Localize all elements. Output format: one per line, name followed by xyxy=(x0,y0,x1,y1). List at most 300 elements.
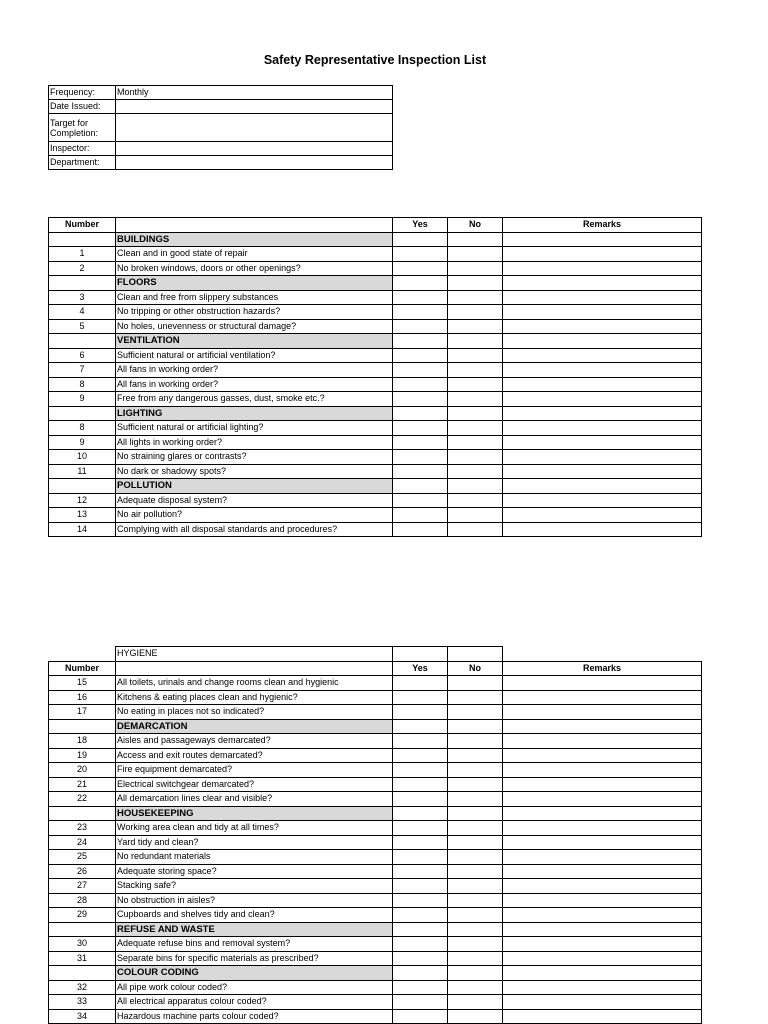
section-no-cell xyxy=(448,922,503,937)
no-cell[interactable] xyxy=(448,435,503,450)
remarks-cell[interactable] xyxy=(503,864,702,879)
yes-cell[interactable] xyxy=(393,690,448,705)
item-description: All fans in working order? xyxy=(116,363,393,378)
item-number: 21 xyxy=(49,777,116,792)
checklist-row xyxy=(49,748,702,763)
yes-cell[interactable] xyxy=(393,850,448,865)
item-number: 15 xyxy=(49,676,116,691)
item-description: All electrical apparatus colour coded? xyxy=(116,995,393,1010)
checklist-row xyxy=(49,305,702,320)
item-number: 31 xyxy=(49,951,116,966)
remarks-cell[interactable] xyxy=(503,951,702,966)
yes-cell[interactable] xyxy=(393,792,448,807)
info-row-department xyxy=(49,156,393,170)
yes-cell[interactable] xyxy=(393,392,448,407)
section-yes-cell xyxy=(393,806,448,821)
item-description: No redundant materials xyxy=(116,850,393,865)
date-issued-label: Date Issued: xyxy=(49,100,116,114)
section-number-cell xyxy=(49,479,116,494)
yes-cell[interactable] xyxy=(393,995,448,1010)
item-number: 22 xyxy=(49,792,116,807)
no-cell[interactable] xyxy=(448,676,503,691)
remarks-cell[interactable] xyxy=(503,450,702,465)
table-header-row xyxy=(49,661,702,676)
item-number: 10 xyxy=(49,450,116,465)
no-cell[interactable] xyxy=(448,493,503,508)
yes-header: Yes xyxy=(393,218,448,233)
item-number: 8 xyxy=(49,377,116,392)
date-issued-value[interactable] xyxy=(116,100,393,114)
section-remarks-cell xyxy=(503,479,702,494)
remarks-cell[interactable] xyxy=(503,893,702,908)
checklist-row xyxy=(49,247,702,262)
yes-cell[interactable] xyxy=(393,705,448,720)
info-row-frequency xyxy=(49,86,393,100)
item-description: Electrical switchgear demarcated? xyxy=(116,777,393,792)
checklist-row xyxy=(49,690,702,705)
target-value[interactable] xyxy=(116,114,393,142)
section-yes-cell xyxy=(393,922,448,937)
item-description: Cupboards and shelves tidy and clean? xyxy=(116,908,393,923)
yes-cell[interactable] xyxy=(393,493,448,508)
item-description: All lights in working order? xyxy=(116,435,393,450)
item-description: No broken windows, doors or other openings? xyxy=(116,261,393,276)
yes-cell[interactable] xyxy=(393,908,448,923)
no-cell[interactable] xyxy=(448,908,503,923)
section-remarks-cell xyxy=(503,806,702,821)
checklist-row xyxy=(49,290,702,305)
section-yes-cell xyxy=(393,719,448,734)
no-cell[interactable] xyxy=(448,705,503,720)
hygiene-row xyxy=(49,647,702,662)
section-heading: POLLUTION xyxy=(116,479,393,494)
no-cell[interactable] xyxy=(448,777,503,792)
remarks-cell[interactable] xyxy=(503,908,702,923)
section-no-cell xyxy=(448,719,503,734)
section-number-cell xyxy=(49,406,116,421)
checklist-row xyxy=(49,908,702,923)
remarks-cell[interactable] xyxy=(503,705,702,720)
hygiene-spacer xyxy=(49,647,116,662)
no-cell[interactable] xyxy=(448,734,503,749)
info-table xyxy=(48,85,393,170)
section-heading: HOUSEKEEPING xyxy=(116,806,393,821)
checklist-row xyxy=(49,705,702,720)
no-cell[interactable] xyxy=(448,421,503,436)
frequency-label: Frequency: xyxy=(49,86,116,100)
item-number: 18 xyxy=(49,734,116,749)
checklist-row xyxy=(49,1009,702,1024)
checklist-row xyxy=(49,464,702,479)
section-remarks-cell xyxy=(503,232,702,247)
item-number: 32 xyxy=(49,980,116,995)
item-description: Adequate storing space? xyxy=(116,864,393,879)
checklist-row xyxy=(49,893,702,908)
remarks-cell[interactable] xyxy=(503,522,702,537)
remarks-cell[interactable] xyxy=(503,777,702,792)
remarks-cell[interactable] xyxy=(503,493,702,508)
remarks-cell[interactable] xyxy=(503,508,702,523)
checklist-row xyxy=(49,980,702,995)
checklist-row xyxy=(49,450,702,465)
yes-cell[interactable] xyxy=(393,247,448,262)
item-number: 9 xyxy=(49,435,116,450)
remarks-cell[interactable] xyxy=(503,1009,702,1024)
item-number: 3 xyxy=(49,290,116,305)
yes-cell[interactable] xyxy=(393,305,448,320)
section-no-cell xyxy=(448,334,503,349)
item-description: Adequate disposal system? xyxy=(116,493,393,508)
section-no-cell xyxy=(448,966,503,981)
yes-cell[interactable] xyxy=(393,937,448,952)
page-title: Safety Representative Inspection List xyxy=(263,53,487,67)
section-number-cell xyxy=(49,806,116,821)
department-label: Department: xyxy=(49,156,116,170)
item-description: No obstruction in aisles? xyxy=(116,893,393,908)
section-row xyxy=(49,479,702,494)
item-description: Separate bins for specific materials as prescribed? xyxy=(116,951,393,966)
no-cell[interactable] xyxy=(448,319,503,334)
yes-cell[interactable] xyxy=(393,464,448,479)
item-description: All demarcation lines clear and visible? xyxy=(116,792,393,807)
no-cell[interactable] xyxy=(448,763,503,778)
section-no-cell xyxy=(448,479,503,494)
item-number: 2 xyxy=(49,261,116,276)
checklist-table-2 xyxy=(48,646,702,1024)
section-no-cell xyxy=(448,276,503,291)
yes-cell[interactable] xyxy=(393,1009,448,1024)
section-remarks-cell xyxy=(503,966,702,981)
item-number: 19 xyxy=(49,748,116,763)
remarks-header: Remarks xyxy=(503,661,702,676)
no-cell[interactable] xyxy=(448,290,503,305)
info-row-date-issued xyxy=(49,100,393,114)
item-number: 28 xyxy=(49,893,116,908)
no-cell[interactable] xyxy=(448,464,503,479)
item-description: Hazardous machine parts colour coded? xyxy=(116,1009,393,1024)
yes-cell[interactable] xyxy=(393,777,448,792)
item-description: All toilets, urinals and change rooms clean and hygienic xyxy=(116,676,393,691)
section-yes-cell xyxy=(393,276,448,291)
no-cell[interactable] xyxy=(448,792,503,807)
no-cell[interactable] xyxy=(448,980,503,995)
section-heading: COLOUR CODING xyxy=(116,966,393,981)
section-heading: VENTILATION xyxy=(116,334,393,349)
yes-cell[interactable] xyxy=(393,951,448,966)
item-number: 29 xyxy=(49,908,116,923)
remarks-cell[interactable] xyxy=(503,247,702,262)
checklist-row xyxy=(49,421,702,436)
yes-cell[interactable] xyxy=(393,980,448,995)
yes-cell[interactable] xyxy=(393,864,448,879)
no-cell[interactable] xyxy=(448,377,503,392)
item-number: 25 xyxy=(49,850,116,865)
item-number: 14 xyxy=(49,522,116,537)
item-header xyxy=(116,218,393,233)
item-description: Clean and free from slippery substances xyxy=(116,290,393,305)
item-number: 30 xyxy=(49,937,116,952)
no-cell[interactable] xyxy=(448,821,503,836)
no-cell[interactable] xyxy=(448,893,503,908)
checklist-row xyxy=(49,676,702,691)
checklist-row xyxy=(49,363,702,378)
no-cell[interactable] xyxy=(448,247,503,262)
section-remarks-cell xyxy=(503,406,702,421)
no-cell[interactable] xyxy=(448,835,503,850)
remarks-cell[interactable] xyxy=(503,821,702,836)
section-yes-cell xyxy=(393,334,448,349)
checklist-row xyxy=(49,777,702,792)
no-header: No xyxy=(448,661,503,676)
yes-cell[interactable] xyxy=(393,893,448,908)
item-description: Kitchens & eating places clean and hygienic? xyxy=(116,690,393,705)
no-cell[interactable] xyxy=(448,995,503,1010)
remarks-cell[interactable] xyxy=(503,850,702,865)
remarks-cell[interactable] xyxy=(503,676,702,691)
yes-cell[interactable] xyxy=(393,261,448,276)
item-description: All pipe work colour coded? xyxy=(116,980,393,995)
no-cell[interactable] xyxy=(448,864,503,879)
item-number: 20 xyxy=(49,763,116,778)
item-description: No dark or shadowy spots? xyxy=(116,464,393,479)
item-number: 24 xyxy=(49,835,116,850)
item-description: No air pollution? xyxy=(116,508,393,523)
checklist-row xyxy=(49,951,702,966)
section-row xyxy=(49,334,702,349)
section-row xyxy=(49,406,702,421)
info-row-inspector xyxy=(49,142,393,156)
checklist-row xyxy=(49,792,702,807)
remarks-cell[interactable] xyxy=(503,392,702,407)
no-cell[interactable] xyxy=(448,305,503,320)
yes-cell[interactable] xyxy=(393,348,448,363)
item-description: Sufficient natural or artificial lighting? xyxy=(116,421,393,436)
checklist-row xyxy=(49,377,702,392)
remarks-cell[interactable] xyxy=(503,734,702,749)
no-cell[interactable] xyxy=(448,508,503,523)
checklist-row xyxy=(49,261,702,276)
no-cell[interactable] xyxy=(448,392,503,407)
no-cell[interactable] xyxy=(448,850,503,865)
remarks-cell[interactable] xyxy=(503,377,702,392)
section-heading: LIGHTING xyxy=(116,406,393,421)
info-row-target xyxy=(49,114,393,142)
checklist-row xyxy=(49,821,702,836)
section-remarks-cell xyxy=(503,276,702,291)
section-yes-cell xyxy=(393,232,448,247)
remarks-cell[interactable] xyxy=(503,348,702,363)
remarks-cell[interactable] xyxy=(503,792,702,807)
item-description: Aisles and passageways demarcated? xyxy=(116,734,393,749)
item-number: 7 xyxy=(49,363,116,378)
section-no-cell xyxy=(448,406,503,421)
section-row xyxy=(49,232,702,247)
item-description: No tripping or other obstruction hazards? xyxy=(116,305,393,320)
no-cell[interactable] xyxy=(448,261,503,276)
item-description: Complying with all disposal standards and procedures? xyxy=(116,522,393,537)
item-description: Adequate refuse bins and removal system? xyxy=(116,937,393,952)
item-description: Yard tidy and clean? xyxy=(116,835,393,850)
department-value[interactable] xyxy=(116,156,393,170)
remarks-cell[interactable] xyxy=(503,763,702,778)
remarks-cell[interactable] xyxy=(503,937,702,952)
item-description: All fans in working order? xyxy=(116,377,393,392)
item-header xyxy=(116,661,393,676)
no-cell[interactable] xyxy=(448,363,503,378)
item-number: 9 xyxy=(49,392,116,407)
remarks-cell[interactable] xyxy=(503,305,702,320)
yes-cell[interactable] xyxy=(393,450,448,465)
inspector-label: Inspector: xyxy=(49,142,116,156)
remarks-header: Remarks xyxy=(503,218,702,233)
checklist-row xyxy=(49,734,702,749)
section-row xyxy=(49,806,702,821)
section-number-cell xyxy=(49,966,116,981)
checklist-row xyxy=(49,763,702,778)
checklist-row xyxy=(49,879,702,894)
remarks-cell[interactable] xyxy=(503,690,702,705)
yes-cell[interactable] xyxy=(393,363,448,378)
no-cell[interactable] xyxy=(448,522,503,537)
item-number: 33 xyxy=(49,995,116,1010)
checklist-row xyxy=(49,348,702,363)
item-number: 1 xyxy=(49,247,116,262)
remarks-cell[interactable] xyxy=(503,435,702,450)
section-no-cell xyxy=(448,806,503,821)
yes-cell[interactable] xyxy=(393,763,448,778)
item-description: Fire equipment demarcated? xyxy=(116,763,393,778)
item-number: 11 xyxy=(49,464,116,479)
remarks-cell[interactable] xyxy=(503,319,702,334)
checklist-row xyxy=(49,522,702,537)
section-row xyxy=(49,922,702,937)
item-description: No holes, unevenness or structural damage? xyxy=(116,319,393,334)
no-header: No xyxy=(448,218,503,233)
section-yes-cell xyxy=(393,966,448,981)
no-cell[interactable] xyxy=(448,450,503,465)
yes-cell[interactable] xyxy=(393,835,448,850)
checklist-row xyxy=(49,864,702,879)
yes-cell[interactable] xyxy=(393,821,448,836)
item-number: 34 xyxy=(49,1009,116,1024)
yes-cell[interactable] xyxy=(393,421,448,436)
item-number: 27 xyxy=(49,879,116,894)
checklist-row xyxy=(49,435,702,450)
yes-cell[interactable] xyxy=(393,748,448,763)
section-remarks-cell xyxy=(503,922,702,937)
remarks-cell[interactable] xyxy=(503,995,702,1010)
yes-cell[interactable] xyxy=(393,377,448,392)
remarks-cell[interactable] xyxy=(503,748,702,763)
section-number-cell xyxy=(49,276,116,291)
item-description: No straining glares or contrasts? xyxy=(116,450,393,465)
yes-cell[interactable] xyxy=(393,879,448,894)
remarks-cell[interactable] xyxy=(503,464,702,479)
section-number-cell xyxy=(49,232,116,247)
number-header: Number xyxy=(49,218,116,233)
section-heading: DEMARCATION xyxy=(116,719,393,734)
no-cell[interactable] xyxy=(448,1009,503,1024)
item-number: 6 xyxy=(49,348,116,363)
hygiene-no-cell xyxy=(448,647,503,662)
item-description: Working area clean and tidy at all times? xyxy=(116,821,393,836)
no-cell[interactable] xyxy=(448,748,503,763)
section-no-cell xyxy=(448,232,503,247)
remarks-cell[interactable] xyxy=(503,980,702,995)
item-number: 13 xyxy=(49,508,116,523)
section-remarks-cell xyxy=(503,334,702,349)
yes-cell[interactable] xyxy=(393,319,448,334)
checklist-row xyxy=(49,508,702,523)
remarks-cell[interactable] xyxy=(503,879,702,894)
item-description: Clean and in good state of repair xyxy=(116,247,393,262)
inspector-value[interactable] xyxy=(116,142,393,156)
section-heading: FLOORS xyxy=(116,276,393,291)
checklist-row xyxy=(49,995,702,1010)
item-number: 17 xyxy=(49,705,116,720)
section-number-cell xyxy=(49,922,116,937)
no-cell[interactable] xyxy=(448,348,503,363)
item-number: 26 xyxy=(49,864,116,879)
checklist-table-1 xyxy=(48,217,702,537)
hygiene-label: HYGIENE xyxy=(116,647,393,662)
table-header-row xyxy=(49,218,702,233)
item-number: 8 xyxy=(49,421,116,436)
item-number: 5 xyxy=(49,319,116,334)
item-description: Stacking safe? xyxy=(116,879,393,894)
yes-cell[interactable] xyxy=(393,734,448,749)
checklist-row xyxy=(49,850,702,865)
yes-header: Yes xyxy=(393,661,448,676)
item-number: 4 xyxy=(49,305,116,320)
remarks-cell[interactable] xyxy=(503,421,702,436)
checklist-row xyxy=(49,937,702,952)
checklist-row xyxy=(49,392,702,407)
section-row xyxy=(49,719,702,734)
no-cell[interactable] xyxy=(448,879,503,894)
hygiene-yes-cell xyxy=(393,647,448,662)
section-yes-cell xyxy=(393,406,448,421)
section-number-cell xyxy=(49,719,116,734)
checklist-row xyxy=(49,319,702,334)
section-number-cell xyxy=(49,334,116,349)
hygiene-remarks-spacer xyxy=(503,647,702,662)
yes-cell[interactable] xyxy=(393,522,448,537)
checklist-row xyxy=(49,493,702,508)
item-number: 12 xyxy=(49,493,116,508)
no-cell[interactable] xyxy=(448,937,503,952)
yes-cell[interactable] xyxy=(393,508,448,523)
section-remarks-cell xyxy=(503,719,702,734)
item-number: 16 xyxy=(49,690,116,705)
section-heading: REFUSE AND WASTE xyxy=(116,922,393,937)
yes-cell[interactable] xyxy=(393,290,448,305)
remarks-cell[interactable] xyxy=(503,290,702,305)
yes-cell[interactable] xyxy=(393,435,448,450)
no-cell[interactable] xyxy=(448,951,503,966)
frequency-value[interactable]: Monthly xyxy=(116,86,393,100)
section-heading: BUILDINGS xyxy=(116,232,393,247)
checklist-row xyxy=(49,835,702,850)
target-label: Target for Completion: xyxy=(49,114,116,142)
yes-cell[interactable] xyxy=(393,676,448,691)
number-header: Number xyxy=(49,661,116,676)
no-cell[interactable] xyxy=(448,690,503,705)
section-yes-cell xyxy=(393,479,448,494)
remarks-cell[interactable] xyxy=(503,261,702,276)
remarks-cell[interactable] xyxy=(503,835,702,850)
remarks-cell[interactable] xyxy=(503,363,702,378)
